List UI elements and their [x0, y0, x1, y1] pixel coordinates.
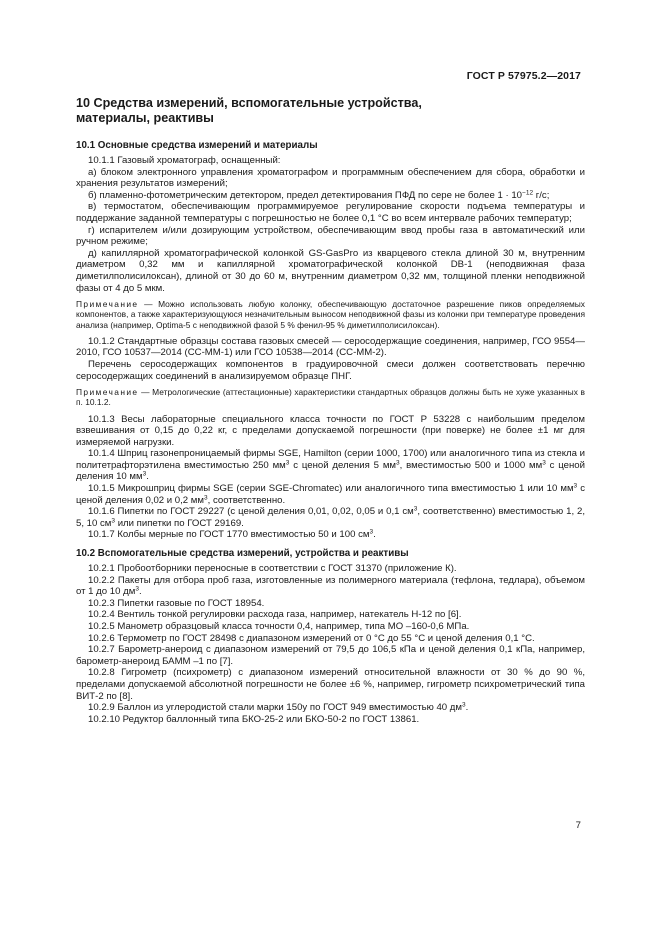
para-10-2-10: 10.2.10 Редуктор баллонный типа БКО-25-2 или БКО-50-2 по ГОСТ 13861.	[88, 713, 420, 725]
para-10-1-6-end: или пипетки по ГОСТ 29169.	[115, 517, 244, 529]
para-10-1-6-part2: , соответственно) вместимостью 1, 2, 5, 10 см	[76, 506, 585, 529]
subsection-10-1-title: 10.1 Основные средства измерений и материалы	[76, 140, 318, 151]
para-10-1-6-part1: 10.1.6 Пипетки по ГОСТ 29227 (с ценой деления 0,01, 0,02, 0,05 и 0,1 см	[88, 506, 414, 518]
para-10-1-4-part2: с ценой деления 5 мм	[289, 459, 397, 471]
para-10-1-2-b: Перечень серосодержащих компонентов в градуировочной смеси должен соответствовать перечню серосодержащих соединений в анализируемом образце ПНГ.	[76, 358, 585, 382]
para-10-1-2: 10.1.2 Стандартные образцы состава газовых смесей — серосодержащие соединения, например, ГСО 9554—2010, ГСО 10537—2014 (СС-ММ-1) или ГСО 10538—2014 (СС-ММ-2).	[76, 335, 585, 359]
para-10-1-1: 10.1.1 Газовый хроматограф, оснащенный:	[88, 155, 281, 166]
para-10-2-2-text: 10.2.2 Пакеты для отбора проб газа, изготовленные из полимерного материала (тефлона, тедлара), объемом от 1 до 10 дм	[76, 574, 585, 598]
superscript-3: 3	[369, 528, 374, 536]
superscript-3: 3	[142, 470, 147, 478]
section-title	[76, 96, 585, 126]
spacer	[76, 541, 585, 548]
note-1-label: Примечание	[76, 299, 139, 310]
para-10-1-4-end: .	[146, 471, 149, 483]
superscript-3: 3	[285, 459, 290, 467]
para-10-1-5-end: , соответственно.	[207, 494, 286, 506]
para-10-2-9-end: .	[465, 702, 469, 714]
superscript-3: 3	[461, 701, 466, 709]
superscript-3: 3	[204, 494, 208, 502]
para-10-1-5-part1: 10.1.5 Микрошприц фирмы SGE (серии SGE-Chromatec) или аналогичного типа вместимостью 1 или 10 мм	[88, 483, 574, 495]
superscript-3: 3	[413, 505, 418, 513]
item-b-exponent: −12	[522, 189, 534, 197]
para-10-2-5: 10.2.5 Манометр образцовый класса точности 0,4, например, типа МО –160-0,6 МПа.	[88, 621, 470, 633]
para-10-2-9	[76, 702, 585, 714]
item-b-unit: г/с;	[533, 189, 550, 201]
item-d: д) капиллярной хроматографической колонкой GS-GasPro из кварцевого стекла длиной 30 м, внутренним диаметром 0,32 мм и капиллярной хроматографической колонкой DB-1 (неподвижная фаза диметилполисилоксан), длиной от 30 до 60 м, внутренним диаметром 0,32 мм, толщиной пленки неподвижной фазы от 4 до 5 мкм.	[76, 247, 585, 294]
note-1	[76, 299, 585, 330]
page-number: 7	[575, 820, 581, 831]
page-content	[76, 96, 585, 725]
note-2	[76, 387, 585, 407]
item-v: в) термостатом, обеспечивающим программируемое регулирование скорости подъема температуры и поддержание заданной температуры с погрешностью не более 0,1 °С во всем интервале рабочих температур;	[76, 201, 585, 224]
para-10-1-5	[76, 483, 585, 506]
para-10-2-2-end: .	[138, 586, 142, 598]
para-10-1-7-part1: 10.1.7 Колбы мерные по ГОСТ 1770 вместимостью 50 и 100 см	[88, 529, 370, 541]
item-b	[76, 190, 585, 202]
para-10-2-6: 10.2.6 Термометр по ГОСТ 28498 с диапазоном измерений от 0 °С до 55 °С и ценой деления 0,1 °С.	[88, 632, 535, 644]
subsection-10-2-title: 10.2 Вспомогательные средства измерений, устройства и реактивы	[76, 548, 409, 560]
note-2-label: Примечание	[76, 387, 139, 398]
superscript-3: 3	[396, 459, 400, 467]
para-10-1-7	[76, 529, 585, 541]
note-1-text: — Можно использовать любую колонку, обеспечивающую достаточное разрешение пиков определяемых компонентов, а также характеризующуюся незначительным выносом неподвижной фазы из колонки при температуре проведения анализа (например, Optima-5 с неподвижной фазой 5 % фенил-95 % диметилполисилоксан).	[76, 299, 585, 330]
superscript-3: 3	[542, 459, 546, 467]
para-10-1-6	[76, 506, 585, 529]
item-a: а) блоком электронного управления хроматографом и программным обеспечением для сбора, обработки и хранения результатов измерений;	[76, 166, 585, 190]
note-2-text: — Метрологические (аттестационные) характеристики стандартных образцов должны быть не хуже указанных в п. 10.1.2.	[76, 387, 585, 408]
standard-designation: ГОСТ Р 57975.2—2017	[466, 70, 581, 82]
para-10-1-4-part3: , вместимостью 500 и 1000 мм	[399, 459, 543, 471]
section-title-line-2: материалы, реактивы	[76, 111, 214, 125]
para-10-1-4	[76, 448, 585, 483]
para-10-2-9-text: 10.2.9 Баллон из углеродистой стали марки 150у по ГОСТ 949 вместимостью 40 дм	[88, 702, 462, 714]
para-10-1-3: 10.1.3 Весы лабораторные специального класса точности по ГОСТ Р 53228 с наибольшим пределом взвешивания от 0,15 до 0,22 кг, с пределами допускаемой погрешности (при поверке) не более ±1 мг для измеряемой нагрузки.	[76, 413, 585, 448]
superscript-3: 3	[573, 482, 578, 490]
section-title-line-1: 10 Средства измерений, вспомогательные устройства,	[76, 96, 422, 110]
para-10-2-8: 10.2.8 Гигрометр (психрометр) с диапазоном измерений относительной влажности от 30 % до 90 %, пределами допускаемой абсолютной погрешности не более ±6 %, например, гигрометр психрометрический типа ВИТ-2 по [8].	[76, 667, 585, 702]
para-10-2-4: 10.2.4 Вентиль тонкой регулировки расхода газа, например, натекатель Н-12 по [6].	[88, 609, 462, 621]
para-10-1-7-end: .	[373, 529, 376, 541]
superscript-3: 3	[111, 517, 116, 525]
para-10-2-7: 10.2.7 Барометр-анероид с диапазоном измерений от 79,5 до 106,5 кПа и ценой деления 0,1 кПа, например, барометр-анероид БАММ –1 по [7].	[76, 644, 585, 667]
superscript-3: 3	[135, 585, 139, 593]
item-b-text: б) пламенно-фотометрическим детектором, предел детектирования ПФД по сере не более 1 · 10	[88, 189, 523, 201]
para-10-1-4-part1: 10.1.4 Шприц газонепроницаемый фирмы SGE, Hamilton (серии 1000, 1700) или аналогичного типа из стекла и политетрафторэтилена вместимостью 250 мм	[76, 448, 585, 471]
para-10-2-1: 10.2.1 Пробоотборники переносные в соответствии с ГОСТ 31370 (приложение К).	[88, 563, 457, 575]
para-10-2-2	[76, 575, 585, 598]
para-10-2-3: 10.2.3 Пипетки газовые по ГОСТ 18954.	[88, 597, 265, 609]
para-10-1-4-part4: с ценой деления 10 мм	[76, 459, 585, 483]
item-g: г) испарителем и/или дозирующим устройством, обеспечивающим ввод пробы газа в автоматический или ручном режиме;	[76, 224, 585, 248]
para-10-1-5-part2: с ценой деления 0,02 и 0,2 мм	[76, 483, 585, 506]
